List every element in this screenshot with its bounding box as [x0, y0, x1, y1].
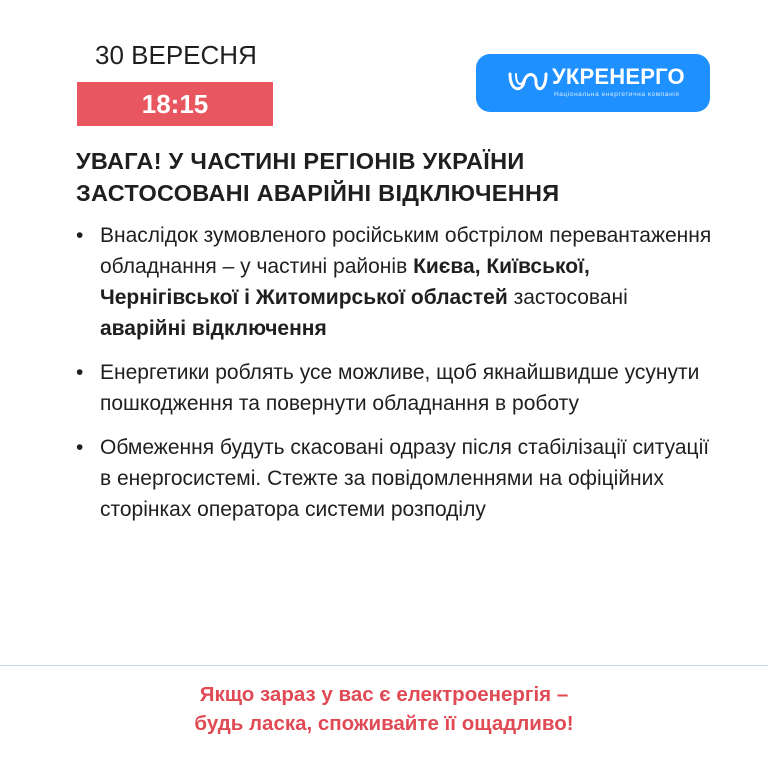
headline-line-2: ЗАСТОСОВАНІ АВАРІЙНІ ВІДКЛЮЧЕННЯ [76, 180, 560, 206]
footer-line-1: Якщо зараз у вас є електроенергія – [199, 683, 569, 706]
bullet-text: Внаслідок зумовленого російським обстрілом перевантаження обладнання – у частині районів [100, 224, 712, 278]
bullet-marker: • [76, 436, 84, 459]
headline [76, 145, 726, 209]
date-label: 30 ВЕРЕСНЯ [95, 40, 257, 70]
bullet-text: застосовані [507, 286, 628, 309]
bullet-marker: • [76, 224, 84, 247]
bullet-marker: • [76, 361, 84, 384]
logo-subtitle: Національна енергетична компанія [554, 91, 680, 98]
footer-appeal [0, 680, 768, 738]
logo-name: УКРЕНЕРГО [552, 64, 685, 89]
ukrenergo-logo-icon [506, 68, 550, 98]
headline-line-1: УВАГА! У ЧАСТИНІ РЕГІОНІВ УКРАЇНИ [76, 148, 525, 174]
bullet-text: Енергетики роблять усе можливе, щоб якнайшвидше усунути пошкодження та повернути обладнання в роботу [100, 361, 700, 415]
bullet-text: Обмеження будуть скасовані одразу після стабілізації ситуації в енергосистемі. Стежте за повідомленнями на офіційних сторінках оператора системи розподілу [100, 436, 710, 521]
bullet-item-repairs [76, 357, 716, 419]
ukrenergo-logo [476, 54, 710, 112]
bullet-bold-outages: аварійні відключення [100, 317, 327, 340]
footer-line-2: будь ласка, споживайте її ощадливо! [194, 712, 574, 735]
bullet-bold-regions: Києва, Київської, Чернігівської і Житомирської областей [100, 255, 590, 309]
time-badge: 18:15 [77, 82, 273, 126]
divider [0, 665, 768, 666]
bullet-item-restrictions [76, 432, 716, 525]
bullet-item-outages [76, 220, 716, 344]
bullet-list [76, 220, 716, 538]
